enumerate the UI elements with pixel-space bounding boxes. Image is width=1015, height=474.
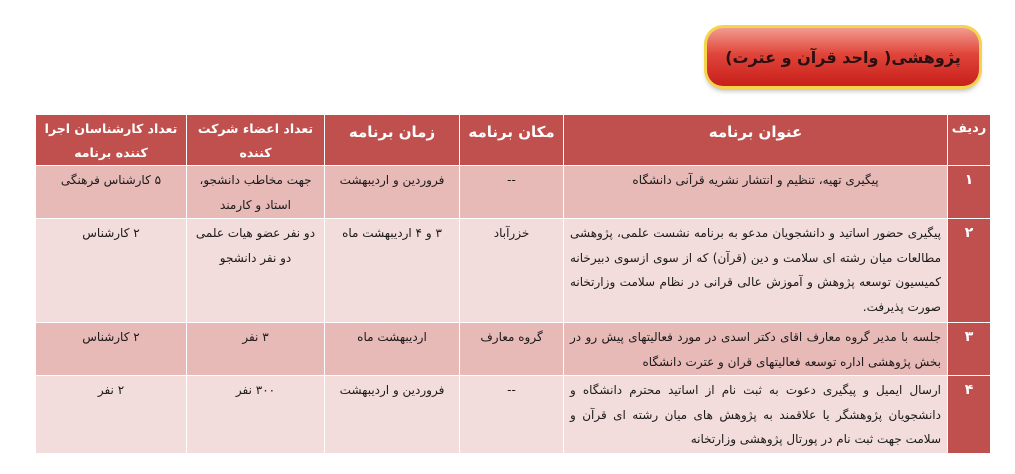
program-title: ارسال ایمیل و پیگیری دعوت به ثبت نام از اساتید محترم دانشگاه و دانشجویان پژوهشگر یا علاقمند به پژوهش های میان رشته ای قرآن و سلامت جهت ثبت نام در پورتال پژوهشی وزارتخانه	[564, 376, 948, 454]
program-title: پیگیری تهیه، تنظیم و انتشار نشریه قرآنی دانشگاه	[564, 166, 948, 219]
header-karshenasan: تعداد کارشناسان اجرا کننده برنامه	[36, 115, 187, 166]
participants: دو نفر عضو هیات علمی دو نفر دانشجو	[187, 219, 325, 323]
staff-count: ۲ کارشناس	[36, 219, 187, 323]
program-table	[35, 114, 991, 454]
table-header-row	[36, 115, 991, 166]
row-number: ۲	[948, 219, 991, 323]
row-number: ۴	[948, 376, 991, 454]
header-onvan: عنوان برنامه	[564, 115, 948, 166]
participants: ۳ نفر	[187, 323, 325, 376]
program-time: فروردین و اردیبهشت	[325, 166, 460, 219]
section-title-banner	[707, 28, 979, 86]
program-time: اردیبهشت ماه	[325, 323, 460, 376]
participants: ۳۰۰ نفر	[187, 376, 325, 454]
table-row	[36, 323, 991, 376]
program-location: --	[460, 376, 564, 454]
staff-count: ۲ کارشناس	[36, 323, 187, 376]
row-number: ۳	[948, 323, 991, 376]
program-time: ۳ و ۴ اردیبهشت ماه	[325, 219, 460, 323]
program-location: خزرآباد	[460, 219, 564, 323]
section-title: پژوهشی( واحد قرآن و عترت)	[725, 47, 961, 67]
row-number: ۱	[948, 166, 991, 219]
header-makan: مکان برنامه	[460, 115, 564, 166]
program-title: پیگیری حضور اساتید و دانشجویان مدعو به برنامه نشست علمی، پژوهشی مطالعات میان رشته ای سلامت و دین (قرآن) که از سوی ازسوی دبیرخانه کمیسیون توسعه پژوهش و آموزش عالی قرانی در نظام سلامت وزارتخانه صورت پذیرفت.	[564, 219, 948, 323]
program-time: فروردین و اردیبهشت	[325, 376, 460, 454]
table-row	[36, 376, 991, 454]
program-title: جلسه با مدیر گروه معارف اقای دکتر اسدی در مورد فعالیتهای پیش رو در بخش پژوهشی اداره توسعه فعالیتهای قران و عترت دانشگاه	[564, 323, 948, 376]
participants: جهت مخاطب دانشجو، استاد و کارمند	[187, 166, 325, 219]
table-row	[36, 219, 991, 323]
header-azaa: تعداد اعضاء شرکت کننده	[187, 115, 325, 166]
staff-count: ۲ نفر	[36, 376, 187, 454]
header-radif: ردیف	[948, 115, 991, 166]
staff-count: ۵ کارشناس فرهنگی	[36, 166, 187, 219]
header-zaman: زمان برنامه	[325, 115, 460, 166]
table-row	[36, 166, 991, 219]
program-location: --	[460, 166, 564, 219]
program-location: گروه معارف	[460, 323, 564, 376]
